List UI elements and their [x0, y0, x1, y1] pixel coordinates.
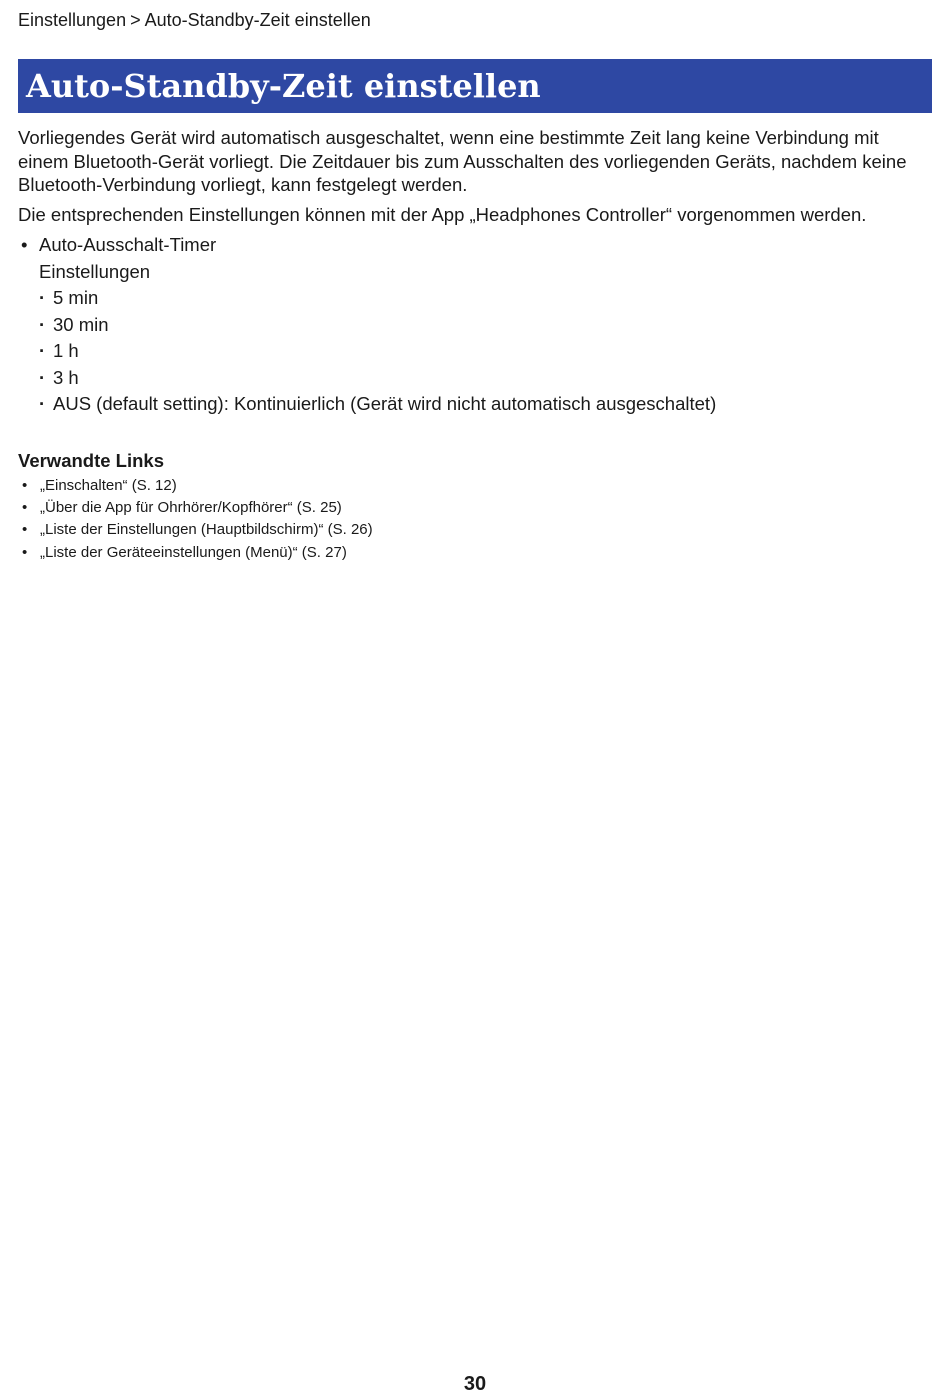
related-link-item	[18, 542, 930, 564]
related-link[interactable]: „Liste der Geräteeinstellungen (Menü)“ (S. 27)	[40, 543, 347, 561]
related-link[interactable]: „Liste der Einstellungen (Hauptbildschirm)“ (S. 26)	[40, 521, 373, 539]
settings-heading: Einstellungen	[39, 260, 151, 282]
timer-option: · 3 h	[39, 365, 930, 392]
timer-option: · 5 min	[39, 285, 930, 312]
related-link-item	[18, 475, 930, 497]
page-number: 30	[463, 1373, 487, 1395]
title-bar	[18, 59, 932, 113]
intro-paragraph: Vorliegendes Gerät wird automatisch ausgeschaltet, wenn eine bestimmte Zeit lang keine Verbindung mit einem Bluetooth-Gerät vorliegt. Die Zeitdauer bis zum Ausschalten des vorliegenden Geräts, nachdem keine Bluetooth-Verbindung vorliegt, kann festgelegt werden.	[18, 127, 907, 195]
related-link[interactable]: „Einschalten“ (S. 12)	[40, 477, 177, 494]
timer-option: · 1 h	[39, 338, 930, 365]
related-link-item	[18, 519, 930, 541]
timer-item	[18, 232, 930, 418]
related-links-section	[18, 449, 930, 564]
breadcrumb	[18, 8, 371, 32]
related-link[interactable]: „Über die App für Ohrhörer/Kopfhörer“ (S. 25)	[40, 499, 342, 517]
timer-option: · AUS (default setting): Kontinuierlich (Gerät wird nicht automatisch ausgeschaltet)	[39, 391, 930, 418]
breadcrumb-separator: >	[130, 10, 141, 30]
timer-label: Auto-Ausschalt-Timer	[39, 234, 217, 255]
page-title: Auto-Standby-Zeit einstellen	[26, 67, 541, 105]
timer-options-list	[39, 285, 930, 418]
related-links-list	[18, 475, 930, 564]
related-link-item	[18, 497, 930, 519]
main-content	[18, 126, 930, 418]
settings-list	[18, 232, 930, 418]
app-paragraph: Die entsprechenden Einstellungen können mit der App „Headphones Controller“ vorgenommen werden.	[18, 203, 867, 225]
timer-option: · 30 min	[39, 312, 930, 339]
breadcrumb-parent[interactable]: Einstellungen	[18, 10, 127, 30]
related-links-heading: Verwandte Links	[18, 450, 164, 471]
breadcrumb-current: Auto-Standby-Zeit einstellen	[144, 10, 371, 30]
